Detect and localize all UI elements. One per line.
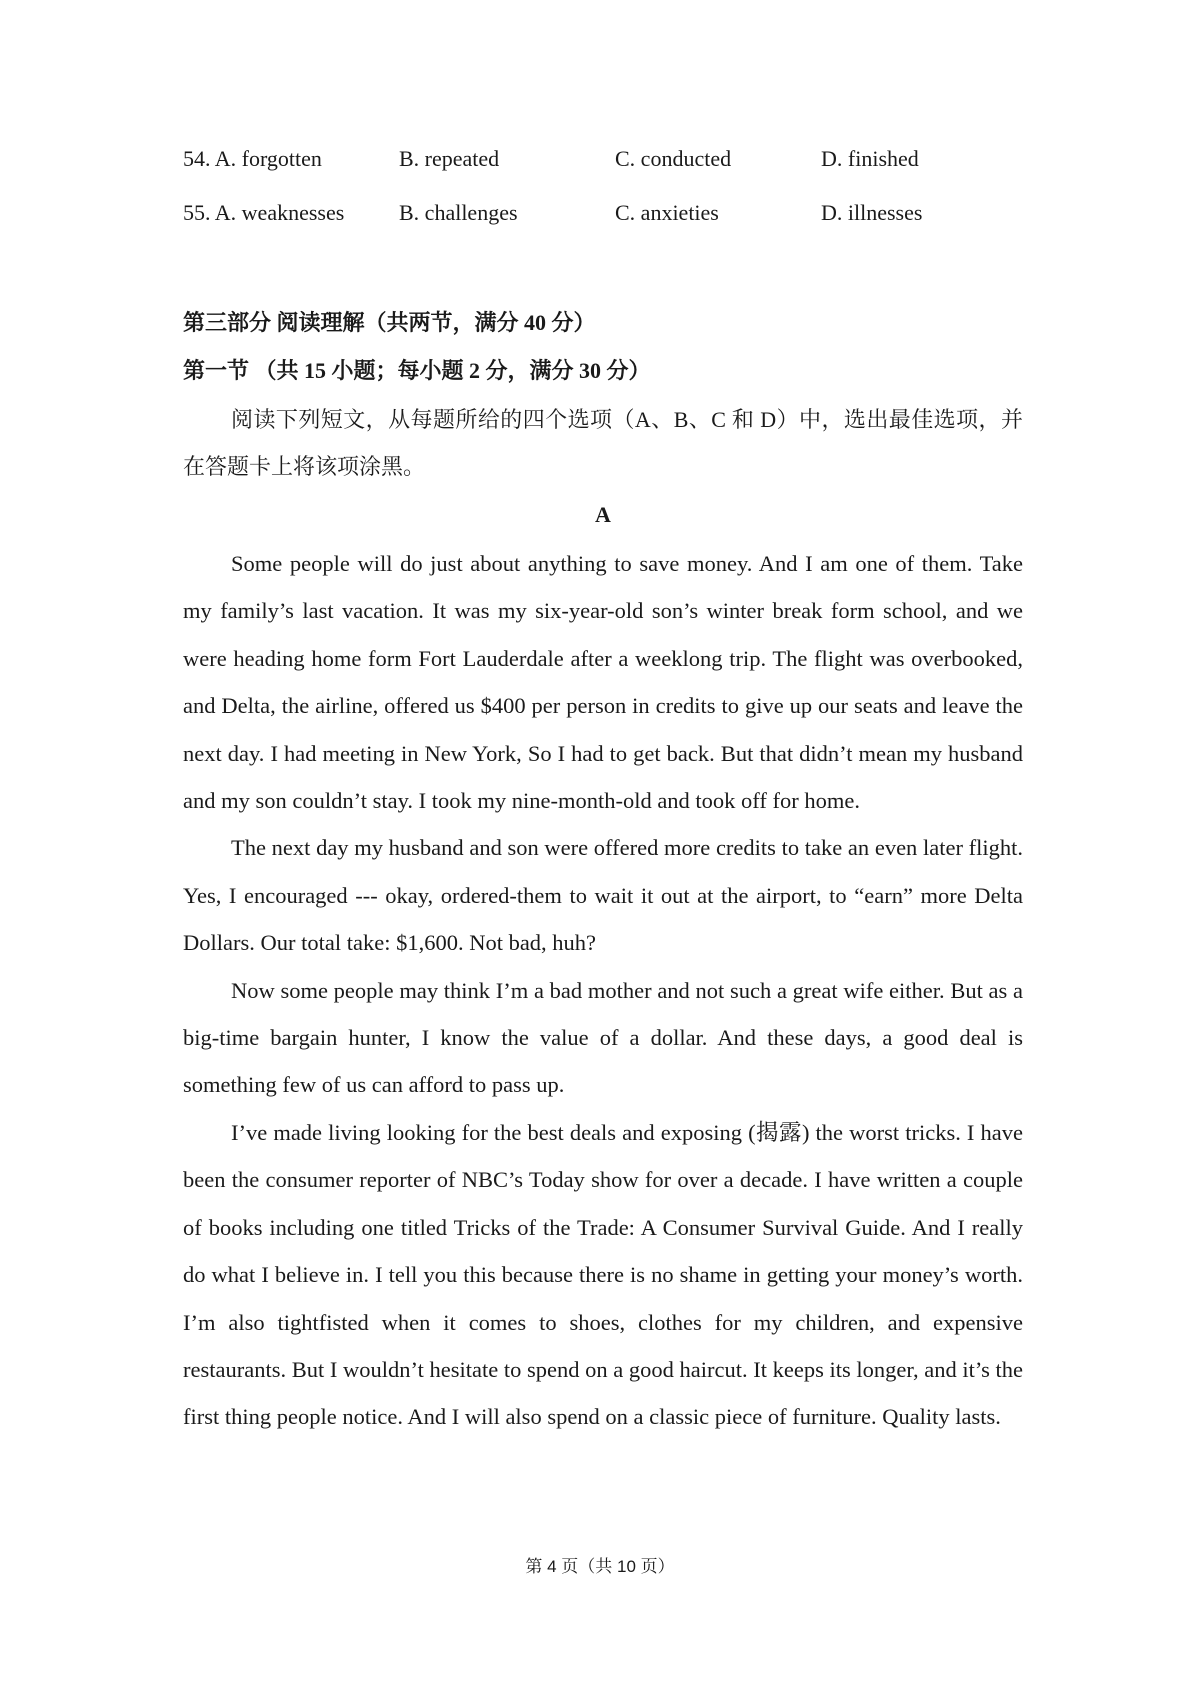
option-a: 55. A. weaknesses <box>183 200 345 225</box>
option-c: C. conducted <box>615 146 732 171</box>
question-54-options <box>183 144 1063 174</box>
part-title: 第三部分 阅读理解（共两节，满分 40 分） <box>183 310 596 335</box>
section-title: 第一节 （共 15 小题；每小题 2 分，满分 30 分） <box>183 358 651 383</box>
passage-label: A <box>595 502 611 527</box>
option-b: B. repeated <box>399 146 500 171</box>
paragraph: I’ve made living looking for the best deals and exposing (揭露) the worst tricks. I have been the consumer reporter of NBC’s Today show for over a decade. I have written a couple of books including one titled Tricks of the Trade: A Consumer Survival Guide. And I really do what I believe in. I tell you this because there is no shame in getting your money’s worth. I’m also tightfisted when it comes to shoes, clothes for my children, and expensive restaurants. But I wouldn’t hesitate to spend on a good haircut. It keeps its longer, and it’s the first thing people notice. And I will also spend on a classic piece of furniture. Quality lasts. <box>183 1119 1023 1430</box>
option-c: C. anxieties <box>615 200 719 225</box>
instructions: 阅读下列短文，从每题所给的四个选项（A、B、C 和 D）中，选出最佳选项，并在答题卡上将该项涂黑。 <box>183 407 1023 479</box>
option-b: B. challenges <box>399 200 518 225</box>
option-a: 54. A. forgotten <box>183 146 322 171</box>
passage-a <box>183 540 1023 1441</box>
option-d: D. finished <box>821 146 919 171</box>
page-number: 第 4 页（共 10 页） <box>525 1557 675 1576</box>
paragraph: Some people will do just about anything to save money. And I am one of them. Take my family’s last vacation. It was my six-year-old son’s winter break form school, and we were heading home form Fort Lauderdale after a weeklong trip. The flight was overbooked, and Delta, the airline, offered us $400 per person in credits to give up our seats and leave the next day. I had meeting in New York, So I had to get back. But that didn’t mean my husband and my son couldn’t stay. I took my nine-month-old and took off for home. <box>183 551 1023 814</box>
paragraph: The next day my husband and son were offered more credits to take an even later flight. Yes, I encouraged --- okay, ordered-them to wait it out at the airport, to “earn” more Delta Dollars. Our total take: $1,600. Not bad, huh? <box>183 835 1023 956</box>
option-d: D. illnesses <box>821 200 923 225</box>
question-55-options <box>183 198 1063 228</box>
paragraph: Now some people may think I’m a bad mother and not such a great wife either. But as a big-time bargain hunter, I know the value of a dollar. And these days, a good deal is something few of us can afford to pass up. <box>183 977 1023 1098</box>
